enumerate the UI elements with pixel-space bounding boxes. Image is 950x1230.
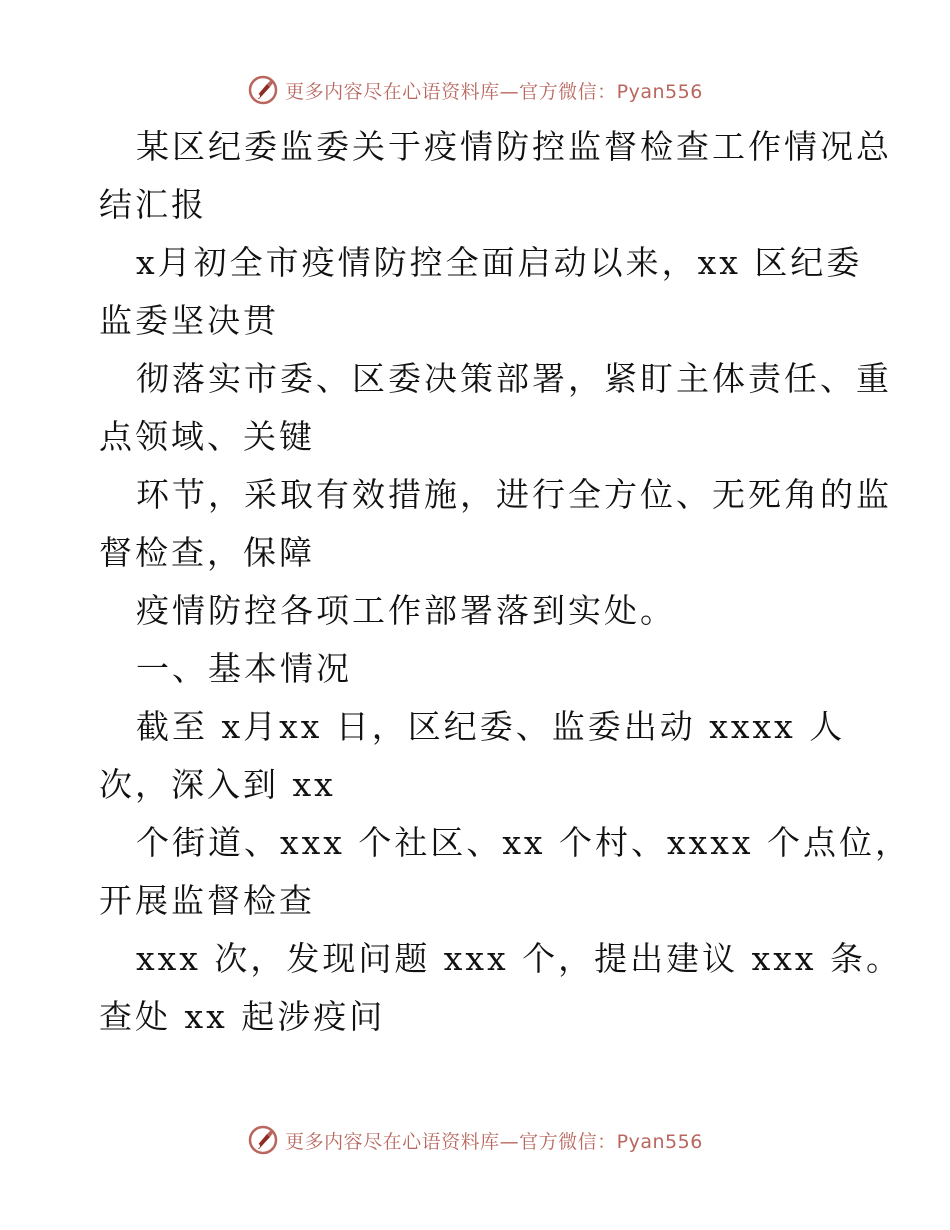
paragraph-line: 开展监督检查 bbox=[99, 881, 315, 920]
paragraph-line: 督检查，保障 bbox=[99, 533, 315, 572]
paragraph-line: 个街道、xxx 个社区、xx 个村、xxxx 个点位， bbox=[136, 823, 911, 862]
paragraph-line: xxx 次，发现问题 xxx 个，提出建议 xxx 条。 bbox=[136, 939, 902, 978]
paragraph-line: 彻落实市委、区委决策部署，紧盯主体责任、重 bbox=[136, 359, 892, 398]
title-line-2: 结汇报 bbox=[99, 185, 207, 224]
paragraph-line: 点领域、关键 bbox=[99, 417, 315, 456]
paragraph-line: 疫情防控各项工作部署落到实处。 bbox=[136, 591, 676, 630]
section-heading: 一、基本情况 bbox=[136, 649, 352, 688]
paragraph-line: 次，深入到 xx bbox=[99, 765, 336, 804]
document-body bbox=[99, 118, 911, 1046]
header-watermark-banner bbox=[0, 72, 950, 108]
watermark-text: 更多内容尽在心语资料库—官方微信：Pyan556 bbox=[285, 80, 703, 103]
watermark-text: 更多内容尽在心语资料库—官方微信：Pyan556 bbox=[285, 1130, 703, 1153]
paragraph-line: 环节，采取有效措施，进行全方位、无死角的监 bbox=[136, 475, 892, 514]
pen-quill-logo-icon bbox=[247, 74, 279, 106]
footer-watermark-banner bbox=[0, 1122, 950, 1158]
paragraph-line: x月初全市疫情防控全面启动以来，xx 区纪委 bbox=[136, 243, 863, 282]
paragraph-line: 查处 xx 起涉疫问 bbox=[99, 997, 386, 1036]
paragraph-line: 截至 x月xx 日，区纪委、监委出动 xxxx 人 bbox=[136, 707, 846, 746]
paragraph-line: 监委坚决贯 bbox=[99, 301, 279, 340]
title-line-1: 某区纪委监委关于疫情防控监督检查工作情况总 bbox=[136, 127, 892, 166]
pen-quill-logo-icon bbox=[247, 1124, 279, 1156]
